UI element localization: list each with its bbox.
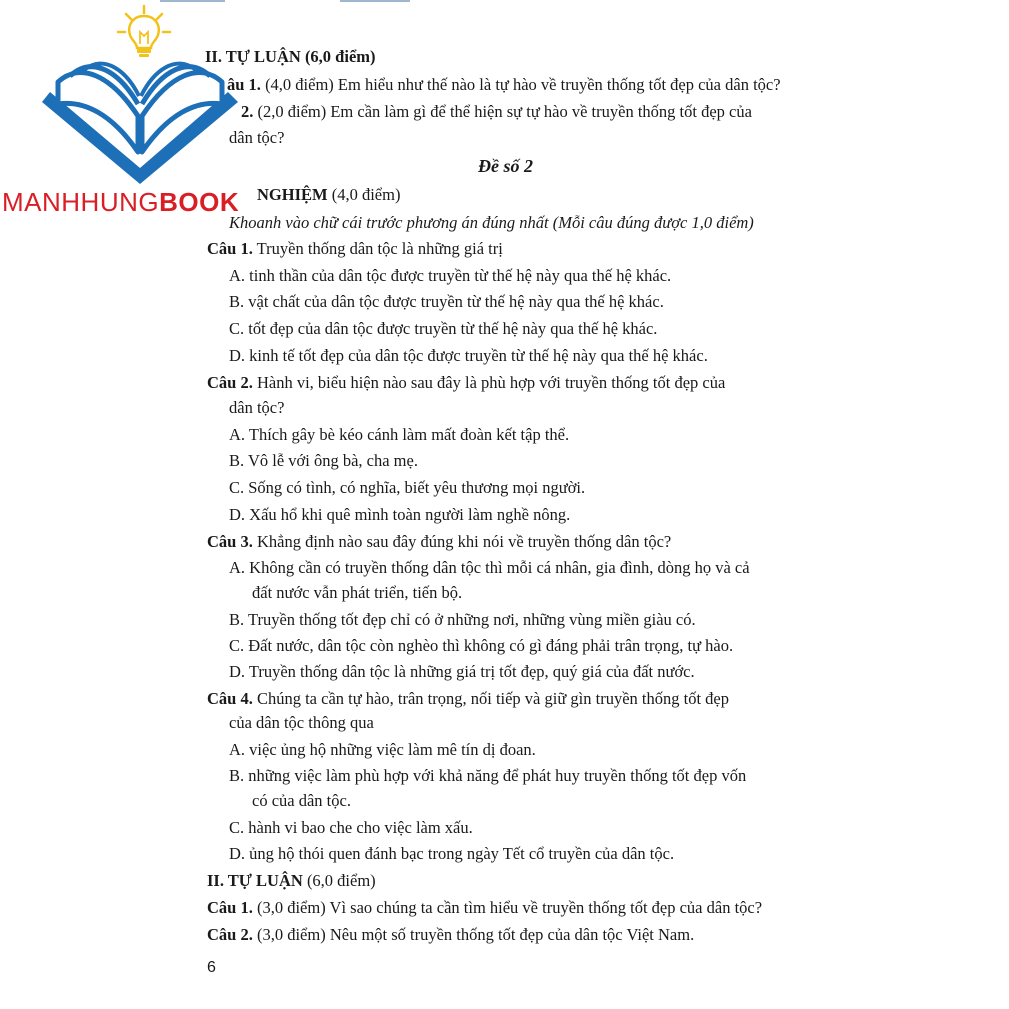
question-2-cont bbox=[229, 398, 284, 418]
text-run: (2,0 điểm) Em cần làm gì để thể hiện sự tự hào về truyền thống tốt đẹp của bbox=[253, 102, 752, 121]
text-run: C. Sống có tình, có nghĩa, biết yêu thương mọi người. bbox=[229, 478, 586, 497]
text-run: A. việc ủng hộ những việc làm mê tín dị đoan. bbox=[229, 740, 536, 759]
light-bulb-icon bbox=[118, 6, 170, 57]
essay-question-2 bbox=[241, 102, 752, 122]
text-run: C. tốt đẹp của dân tộc được truyền từ thế hệ này qua thế hệ khác. bbox=[229, 319, 658, 338]
text-run: Chúng ta cần tự hào, trân trọng, nối tiếp và giữ gìn truyền thống tốt đẹp bbox=[252, 689, 729, 708]
text-run: D. kinh tế tốt đẹp của dân tộc được truyền từ thế hệ này qua thế hệ khác. bbox=[229, 346, 708, 365]
text-run: D. ủng hộ thói quen đánh bạc trong ngày Tết cổ truyền của dân tộc. bbox=[229, 844, 675, 863]
brand-name bbox=[2, 186, 239, 218]
multiple-choice-heading bbox=[257, 185, 400, 205]
bold-text: II. TỰ LUẬN bbox=[207, 871, 303, 890]
option-a-cont bbox=[252, 583, 462, 603]
question-1 bbox=[207, 239, 503, 259]
italic-text: Khoanh vào chữ cái trước phương án đúng nhất (Mỗi câu đúng được 1,0 điểm) bbox=[229, 213, 754, 232]
text-run: B. những việc làm phù hợp với khả năng để phát huy truyền thống tốt đẹp vốn bbox=[229, 766, 747, 785]
option-b bbox=[229, 451, 418, 471]
text-run: dân tộc? bbox=[229, 128, 285, 147]
text-run: đất nước vẫn phát triển, tiến bộ. bbox=[252, 583, 463, 602]
essay-heading bbox=[207, 871, 376, 891]
text-run: có của dân tộc. bbox=[252, 791, 351, 810]
brand-name-part1: MANHHUNG bbox=[2, 187, 160, 217]
text-run: (3,0 điểm) Nêu một số truyền thống tốt đẹp của dân tộc Việt Nam. bbox=[252, 925, 695, 944]
essay-question-1 bbox=[227, 75, 781, 95]
brand-name-part2: BOOK bbox=[159, 187, 240, 217]
option-d bbox=[229, 844, 674, 864]
text-run: B. vật chất của dân tộc được truyền từ thế hệ này qua thế hệ khác. bbox=[229, 292, 664, 311]
option-a bbox=[229, 266, 671, 286]
page-number: 6 bbox=[207, 959, 216, 976]
text-run: (6,0 điểm) bbox=[302, 871, 376, 890]
option-c bbox=[229, 636, 733, 656]
bold-text: Câu 3. bbox=[207, 532, 253, 551]
text-run: (4,0 điểm) Em hiểu như thế nào là tự hào về truyền thống tốt đẹp của dân tộc? bbox=[260, 75, 781, 94]
bold-text: II. TỰ LUẬN bbox=[205, 47, 301, 66]
bold-text: Câu 1. bbox=[207, 898, 253, 917]
bold-text: âu 1. bbox=[227, 75, 261, 94]
text-run: của dân tộc thông qua bbox=[229, 713, 374, 732]
question-4-cont bbox=[229, 713, 374, 733]
bold-text: NGHIỆM bbox=[257, 185, 328, 204]
text-run: Đề số 2 bbox=[478, 156, 533, 176]
essay-question-1 bbox=[207, 898, 762, 918]
option-b-cont bbox=[252, 791, 351, 811]
text-run: A. Thích gây bè kéo cánh làm mất đoàn kết tập thể. bbox=[229, 425, 570, 444]
option-d bbox=[229, 346, 708, 366]
exam-title bbox=[478, 156, 533, 176]
text-run: dân tộc? bbox=[229, 398, 285, 417]
option-c bbox=[229, 818, 473, 838]
text-run: (6,0 điểm) bbox=[300, 47, 376, 66]
option-a bbox=[229, 558, 750, 578]
question-2 bbox=[207, 373, 725, 393]
option-b bbox=[229, 766, 746, 786]
text-run: Khẳng định nào sau đây đúng khi nói về truyền thống dân tộc? bbox=[252, 532, 672, 551]
essay-question-2 bbox=[207, 925, 694, 945]
text-run: B. Truyền thống tốt đẹp chỉ có ở những nơi, những vùng miền giàu có. bbox=[229, 610, 696, 629]
option-d bbox=[229, 662, 695, 682]
text-run: (4,0 điểm) bbox=[327, 185, 401, 204]
option-b bbox=[229, 610, 696, 630]
bold-text: Câu 2. bbox=[207, 925, 253, 944]
option-c bbox=[229, 478, 585, 498]
option-a bbox=[229, 740, 536, 760]
text-run: Truyền thống dân tộc là những giá trị bbox=[252, 239, 503, 258]
option-d bbox=[229, 505, 570, 525]
text-run: B. Vô lễ với ông bà, cha mẹ. bbox=[229, 451, 418, 470]
option-a bbox=[229, 425, 569, 445]
text-run: A. tinh thần của dân tộc được truyền từ thế hệ này qua thế hệ khác. bbox=[229, 266, 672, 285]
bold-text: Câu 4. bbox=[207, 689, 253, 708]
open-book-icon bbox=[42, 64, 238, 184]
text-run: (3,0 điểm) Vì sao chúng ta cần tìm hiểu về truyền thống tốt đẹp của dân tộc? bbox=[252, 898, 763, 917]
text-run: C. hành vi bao che cho việc làm xấu. bbox=[229, 818, 473, 837]
question-4 bbox=[207, 689, 729, 709]
option-c bbox=[229, 319, 657, 339]
bold-text: Câu 1. bbox=[207, 239, 253, 258]
text-run: D. Xấu hổ khi quê mình toàn người làm nghề nông. bbox=[229, 505, 571, 524]
text-run: A. Không cần có truyền thống dân tộc thì mỗi cá nhân, gia đình, dòng họ và cả bbox=[229, 558, 750, 577]
instruction-text bbox=[229, 213, 754, 233]
top-edge-line bbox=[340, 0, 410, 2]
text-run: Hành vi, biểu hiện nào sau đây là phù hợp với truyền thống tốt đẹp của bbox=[252, 373, 726, 392]
text-run: D. Truyền thống dân tộc là những giá trị tốt đẹp, quý giá của đất nước. bbox=[229, 662, 695, 681]
bold-text: 2. bbox=[241, 102, 254, 121]
option-b bbox=[229, 292, 664, 312]
bold-text: Câu 2. bbox=[207, 373, 253, 392]
text-run: C. Đất nước, dân tộc còn nghèo thì không có gì đáng phải trân trọng, tự hào. bbox=[229, 636, 734, 655]
question-3 bbox=[207, 532, 671, 552]
